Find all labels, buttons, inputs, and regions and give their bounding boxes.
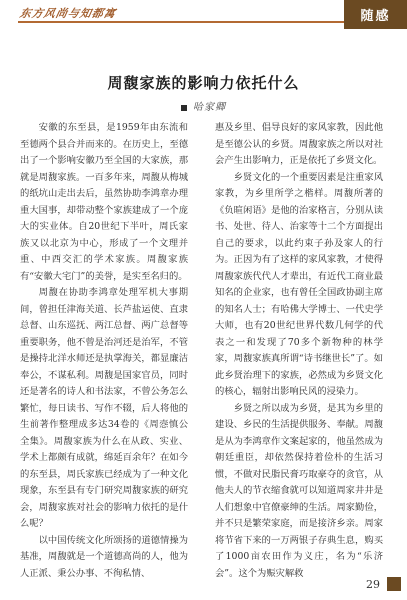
byline-square-icon bbox=[181, 105, 187, 111]
paragraph: 乡贤文化的一个重要因素是注重家风家教，为乡里所学之楷样。周馥所著的《负暄闲语》是他的治家格言，分别从读书、处世、待人、治家等十二个方面提出自己的要求，以此约束子孙及家人的行为。正因为有了这样的家风家教，才使得周馥家族代代人才辈出，有近代工商业最知名的企业家，也有曾任全国政协副主席的知名人士；有哈佛大学博士、一代史学大师，也有20世纪世界代数几何学的代表之一和发现了70多个新物种的林学家，周馥家族真所谓“诗书继世长”了。如此乡贤治理下的家族，必然成为乡贤文化的核心，辐射出影响民风的浸染力。 bbox=[215, 171, 383, 397]
paragraph: 乡贤之所以成为乡贤，是其为乡里的建设、乡民的生活提供服务、奉献。周馥是从为李鸿章作文案起家的，他虽然成为朝廷重臣，却依然保持着俭朴的生活习惯，不做对民脂民膏巧取豪夺的贪官，从他夫人的节衣缩食就可以知道周家井井是人们想象中官僚豪绅的生活。周家勤俭，并不只是繁荣家庭，而是接济乡亲。周家将节省下来的一万两银子存典生息，购买了1000亩农田作为义庄，名为“乐济会”。这个为赈灾解救 bbox=[215, 402, 383, 579]
right-column bbox=[215, 120, 383, 582]
page-header bbox=[0, 0, 407, 30]
page-number: 29 bbox=[366, 578, 380, 591]
paragraph: 以中国传统文化所颂扬的道德情操为基准，周馥就是一个道德高尚的人，他为人正派、秉公办事、不徇私情、 bbox=[20, 534, 188, 579]
paragraph: 安徽的东至县，是1959年由东流和至德两个县合并而来的。在历史上，至德出了一个影响安徽乃至全国的大家族，那就是周馥家族。一百多年来，周馥从梅城的纸坑山走出去后，虽然协助李鸿章办理重大国事，却带动整个家族建成了一个庞大的实业体。自20世纪下半叶，周氏家族又以北京为中心，形成了一个文理并重、中西交汇的学术家族。周馥家族有“安徽大宅门”的美誉，是实至名归的。 bbox=[20, 122, 188, 282]
header-divider bbox=[18, 21, 344, 23]
page-marker-block bbox=[387, 577, 401, 591]
paragraph: 周馥在协助李鸿章处理军机大事期间，曾担任津海关道、长芦盐运使、直隶总督、山东巡抚、两江总督、两广总督等重要职务，他不曾是治河还是治军，不管是操持北洋水师还是执掌海关，都显廉洁奉公，不谋私利。周馥是国家官员，同时还是著名的诗人和书法家，不曾公务怎么繁忙，每日读书、写作不辍，后人将他的生前著作整理成多达34卷的《周悫慎公全集》。周馥家族为什么在从政、实业、学术上都颇有成就，绵延百余年？在如今的东至县，周氏家族已经成为了一种文化现象，东至县有专门研究周馥家族的研究会，周馥家族对社会的影响力依托的是什么呢？ bbox=[20, 287, 188, 529]
journal-name: 东方风尚与知都寓 bbox=[18, 7, 118, 20]
section-tab: 随感 bbox=[344, 0, 407, 29]
byline bbox=[0, 98, 407, 113]
article-title: 周馥家族的影响力依托什么 bbox=[107, 74, 300, 92]
author-name: 哈家卿 bbox=[193, 102, 226, 113]
paragraph: 惠及乡里、倡导良好的家风家教，因此他是至德公认的乡贤。周馥家族之所以对社会产生出影响力，正是依托了乡贤文化。 bbox=[215, 122, 383, 166]
left-column bbox=[20, 120, 188, 582]
